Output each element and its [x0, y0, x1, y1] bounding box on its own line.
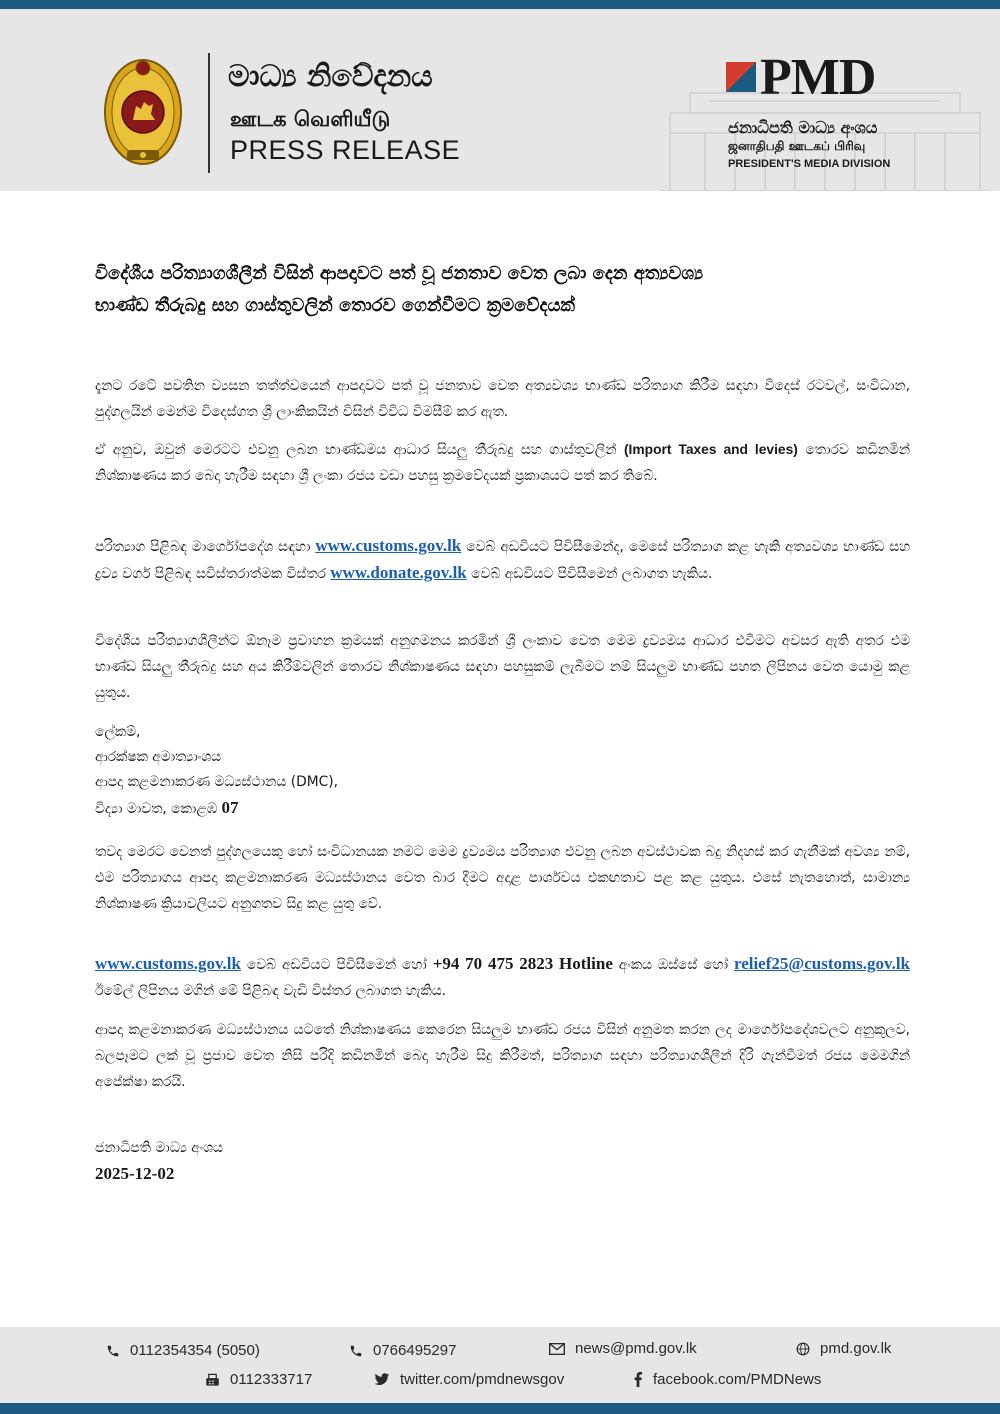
footer-phone-2-text: 0766495297 — [373, 1342, 457, 1359]
donate-website-link[interactable]: www.donate.gov.lk — [330, 563, 467, 582]
paragraph-2 — [95, 437, 910, 489]
footer-phone-1-text: 0112354354 (5050) — [130, 1342, 260, 1359]
press-release-header — [0, 9, 1000, 191]
hotline-number[interactable]: +94 70 475 2823 Hotline — [432, 954, 613, 973]
contact-footer — [0, 1327, 1000, 1403]
delivery-address — [95, 720, 338, 822]
phone-icon — [106, 1344, 120, 1358]
envelope-icon — [549, 1343, 565, 1355]
address-line-2: ආරක්ෂක අමාත්‍යාංශය — [95, 749, 222, 765]
signoff-department: ජනාධිපති මාධ්‍ය අංශය — [95, 1140, 223, 1156]
sri-lanka-emblem-icon — [103, 54, 183, 169]
pmd-name-english: PRESIDENT'S MEDIA DIVISION — [728, 158, 891, 170]
paragraph-6-text-b: අංකය ඔස්සේ හෝ — [612, 957, 734, 973]
import-taxes-term: (Import Taxes and levies) — [623, 442, 798, 457]
footer-fax[interactable] — [205, 1371, 312, 1388]
footer-twitter-text: twitter.com/pmdnewsgov — [400, 1371, 565, 1388]
header-divider — [208, 53, 210, 173]
fax-icon — [205, 1373, 220, 1387]
footer-email[interactable] — [549, 1340, 697, 1357]
address-postal-number: 07 — [221, 798, 239, 817]
twitter-icon — [374, 1373, 390, 1386]
title-tamil: ஊடக வெளியீடு — [230, 107, 391, 131]
title-sinhala: මාධ්‍ය නිවේදනය — [228, 59, 433, 94]
customs-website-link-2[interactable]: www.customs.gov.lk — [95, 954, 241, 973]
phone-icon — [349, 1344, 363, 1358]
pmd-logo-red-triangle-icon — [726, 62, 756, 92]
paragraph-3 — [95, 533, 910, 587]
paragraph-6-text-c: ඊමේල් ලිපිනය මගින් මේ පිළිබඳ වැඩි විස්තර ලබාගත හැකිය. — [95, 983, 447, 999]
address-line-1: ලේකම්, — [95, 724, 141, 740]
footer-facebook[interactable] — [633, 1371, 821, 1388]
paragraph-3-text-c: වෙබ් අඩවියට පිවිසීමෙන් ලබාගත හැකිය. — [466, 566, 713, 582]
paragraph-4: විදේශීය පරිත්‍යාගශීලීන්ට ඕනෑම ප්‍රවාහන ක්‍රමයක් අනුගමනය කරමින් ශ්‍රී ලංකාව වෙත මෙම ද්‍රව්‍යමය ආධාර එවීමට අවසර ඇති අතර එම භාණ්ඩ සියලු තීරුබදු සහ අය කිරීම්වලින් තොරව නිශ්කාෂණය සඳහා පහසුකම් ලැබීමට නම් සියලුම භාණ්ඩ පහත ලිපිනය වෙත යොමු කළ යුතුය. — [95, 633, 910, 701]
footer-website[interactable] — [796, 1340, 891, 1357]
paragraph-6-text-a: වෙබ් අඩවියට පිවිසීමෙන් හෝ — [240, 957, 433, 973]
address-line-3: ආපදා කළමනාකරණ මධ්‍යස්ථානය (DMC), — [95, 774, 339, 790]
pmd-logo-text: PMD — [760, 49, 876, 106]
signoff-block — [95, 1136, 223, 1186]
footer-phone-1[interactable] — [106, 1342, 260, 1359]
footer-website-text: pmd.gov.lk — [820, 1340, 892, 1357]
top-accent-bar — [0, 0, 1000, 9]
paragraph-7: ආපදා කළමනාකරණ මධ්‍යස්ථානය යටතේ නිශ්කාෂණය කෙරෙන සියලුම භාණ්ඩ රජය විසින් අනුමත කරන ලද මාර්ගෝපදේශවලට අනුකූලව, බලපෑමට ලක් වූ ප්‍රජාව වෙත නිසි පරිදි කඩිනමින් බෙදා හැරීම සිදු කිරීමත්, පරිත්‍යාග සඳහා පරිත්‍යාගශීලීන් දිරි ගැන්වීමත් රජය මෙමගින් අපේක්ෂා කරයි. — [95, 1022, 910, 1090]
address-line-4 — [95, 795, 338, 822]
footer-phone-2[interactable] — [349, 1342, 456, 1359]
globe-icon — [796, 1342, 810, 1356]
paragraph-2-text-b: තොරව කඩිනමින් නිශ්කාෂණය කර බෙදා හැරීම සඳහා ශ්‍රී ලංකා රජය වඩා පහසු ක්‍රමවේදයක් ප්‍රකාශයට පත් කර තිබේ. — [95, 442, 911, 484]
paragraph-3-text-b: වෙබ් අඩවියට පිවිසීමෙන්ද, මෙසේ පරිත්‍යාග කළ හැකි අත්‍යවශ්‍ය භාණ්ඩ සහ ද්‍රව්‍ය වර්ග පිළිබඳ සවිස්තරාත්මක විස්තර — [95, 539, 910, 582]
paragraph-3-text-a: පරිත්‍යාග පිළිබඳ මාර්ගෝපදේශ සඳහා — [95, 539, 316, 555]
release-date: 2025-12-02 — [95, 1164, 175, 1183]
paragraph-5: තවද මෙරට වෙනත් පුද්ගලයෙකු හෝ සංවිධානයක නමට මෙම ද්‍රව්‍යමය පරිත්‍යාග එවනු ලබන අවස්ථාවක බදු නිදහස් කර ගැනීමක් අවශ්‍ය නම්, එම පරිත්‍යාගය ආපදා කළමනාකරණ මධ්‍යස්ථානය වෙත බාර දීමට අදාළ පාර්ශවය එකඟතාව පළ කළ යුතුය. එසේ නැතහොත්, සාමාන්‍ය නිශ්කාෂණ ක්‍රියාවලියට අනුගතව සිදු කළ යුතු වේ. — [95, 844, 910, 912]
bottom-accent-bar — [0, 1403, 1000, 1414]
customs-website-link[interactable]: www.customs.gov.lk — [315, 536, 462, 555]
footer-fax-text: 0112333717 — [230, 1371, 313, 1388]
pmd-logo — [726, 49, 896, 114]
document-title-line-2: භාණ්ඩ තීරුබදු සහ ගාස්තුවලින් තොරව ගෙන්වීමට ක්‍රමවේදයක් — [95, 295, 576, 316]
footer-facebook-text: facebook.com/PMDNews — [653, 1371, 822, 1388]
footer-twitter[interactable] — [374, 1371, 564, 1388]
document-title-line-1: විදේශීය පරිත්‍යාගශීලීන් විසින් ආපදාවට පත් වූ ජනතාව වෙත ලබා දෙන අත්‍යවශ්‍ය — [95, 263, 704, 284]
footer-email-text: news@pmd.gov.lk — [575, 1340, 697, 1357]
pmd-name-sinhala: ජනාධිපති මාධ්‍ය අංශය — [728, 118, 878, 137]
pmd-name-tamil: ஜனாதிபதி ஊடகப் பிரிவு — [728, 139, 866, 153]
relief-email-link[interactable]: relief25@customs.gov.lk — [733, 954, 910, 973]
facebook-icon — [633, 1372, 643, 1387]
document-title — [95, 258, 910, 322]
paragraph-1: දැනට රටේ පවතින ව්‍යසන තත්ත්වයෙන් ආපදාවට පත් වූ ජනතාව වෙත අත්‍යවශ්‍ය භාණ්ඩ පරිත්‍යාග කිරීම සඳහා විදෙස් රටවල්, සංවිධාන, පුද්ගලයින් මෙන්ම විදෙස්ගත ශ්‍රී ලාංකිකයින් විසින් විවිධ විමසීම් කර ඇත. — [95, 378, 910, 420]
title-english: PRESS RELEASE — [230, 135, 461, 165]
address-street: විද්‍යා මාවත, කොළඹ — [95, 801, 218, 817]
paragraph-2-text-a: ඒ අනුව, ඔවුන් මෙරටට එවනු ලබන භාණ්ඩමය ආධාර සියලු තීරුබදු සහ ගාස්තුවලින් — [95, 442, 624, 458]
paragraph-6 — [95, 951, 910, 1004]
